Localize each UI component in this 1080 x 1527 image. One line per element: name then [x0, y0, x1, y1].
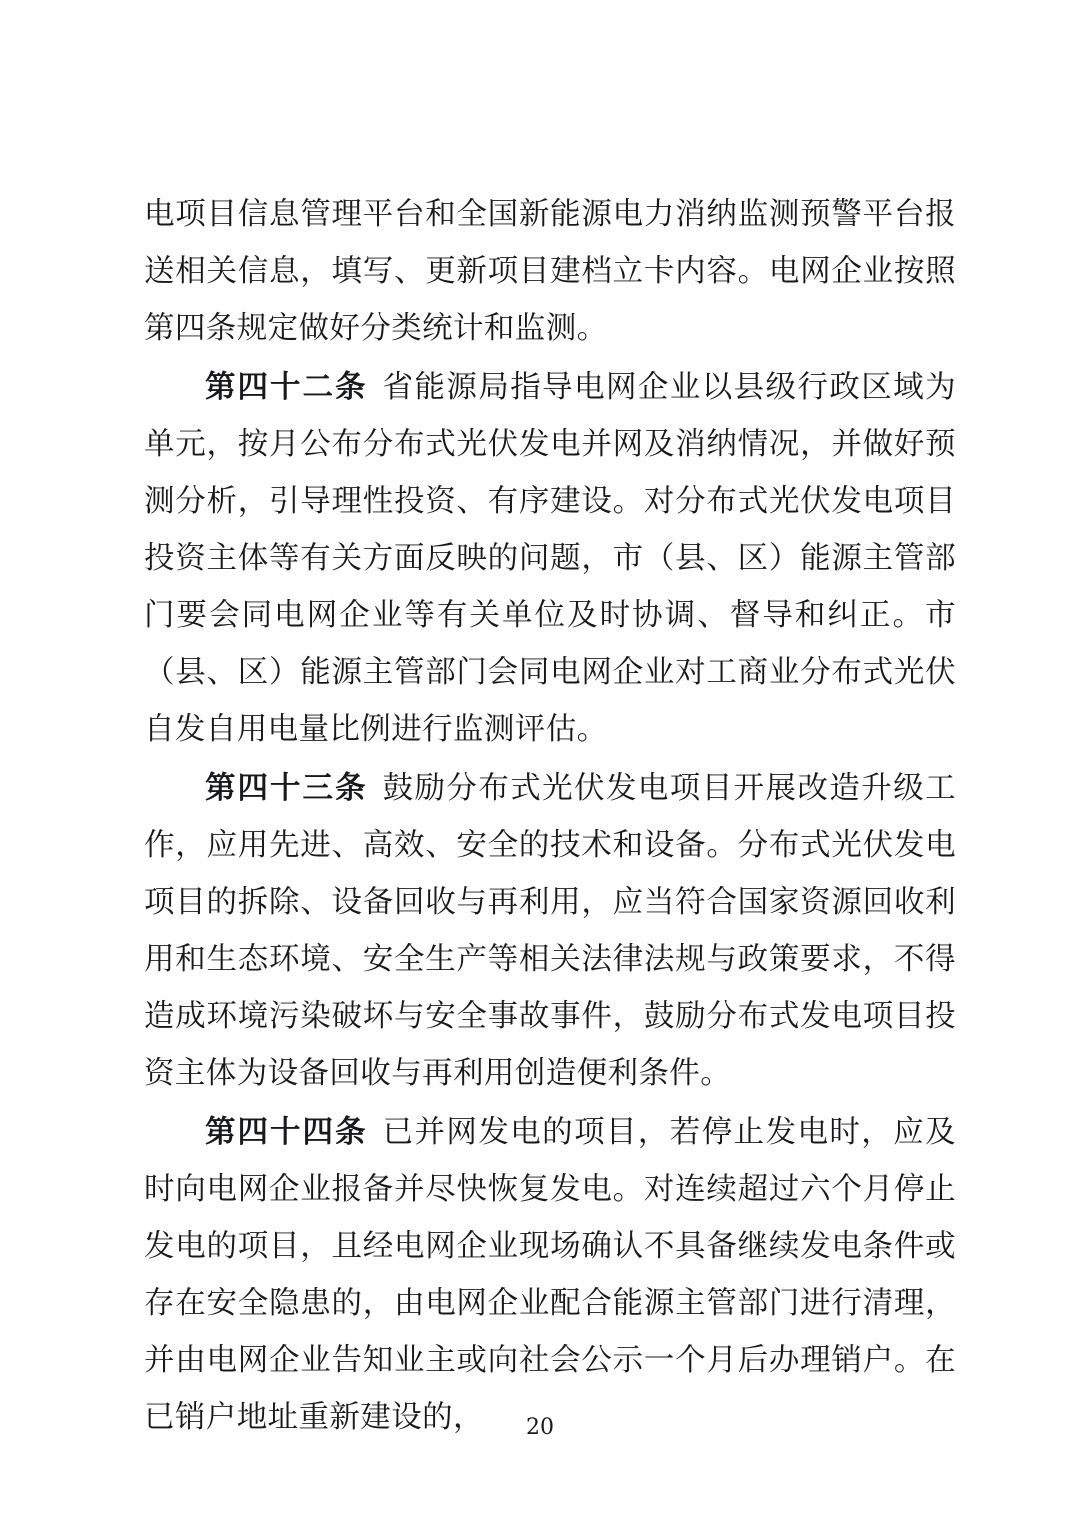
paragraph-text: 已并网发电的项目，若停止发电时，应及时向电网企业报备并尽快恢复发电。对连续超过六个月停止发电的项目，且经电网企业现场确认不具备继续发电条件或存在安全隐患的，由电网企业配合能源主管部门进行清理，并由电网企业告知业主或向社会公示一个月后办理销户。在已销户地址重新建设的，	[144, 1115, 957, 1435]
article-label-44: 第四十四条	[205, 1114, 368, 1150]
paragraph-continued	[144, 186, 956, 357]
paragraph-text: 电项目信息管理平台和全国新能源电力消纳监测预警平台报送相关信息，填写、更新项目建档立卡内容。电网企业按照第四条规定做好分类统计和监测。	[144, 197, 956, 346]
page-number: 20	[526, 1415, 554, 1440]
paragraph-text: 鼓励分布式光伏发电项目开展改造升级工作，应用先进、高效、安全的技术和设备。分布式光伏发电项目的拆除、设备回收与再利用，应当符合国家资源回收利用和生态环境、安全生产等相关法律法规与政策要求，不得造成环境污染破坏与安全事故事件，鼓励分布式发电项目投资主体为设备回收与再利用创造便利条件。	[144, 771, 957, 1091]
paragraph-article-43	[144, 760, 956, 1102]
article-label-42: 第四十二条	[205, 369, 368, 405]
article-label-43: 第四十三条	[205, 770, 368, 806]
page-body	[144, 186, 956, 1446]
paragraph-text: 省能源局指导电网企业以县级行政区域为单元，按月公布分布式光伏发电并网及消纳情况，并做好预测分析，引导理性投资、有序建设。对分布式光伏发电项目投资主体等有关方面反映的问题，市（县、区）能源主管部门要会同电网企业等有关单位及时协调、督导和纠正。市（县、区）能源主管部门会同电网企业对工商业分布式光伏自发自用电量比例进行监测评估。	[144, 370, 957, 747]
paragraph-article-44	[144, 1104, 956, 1446]
paragraph-article-42	[144, 359, 956, 758]
